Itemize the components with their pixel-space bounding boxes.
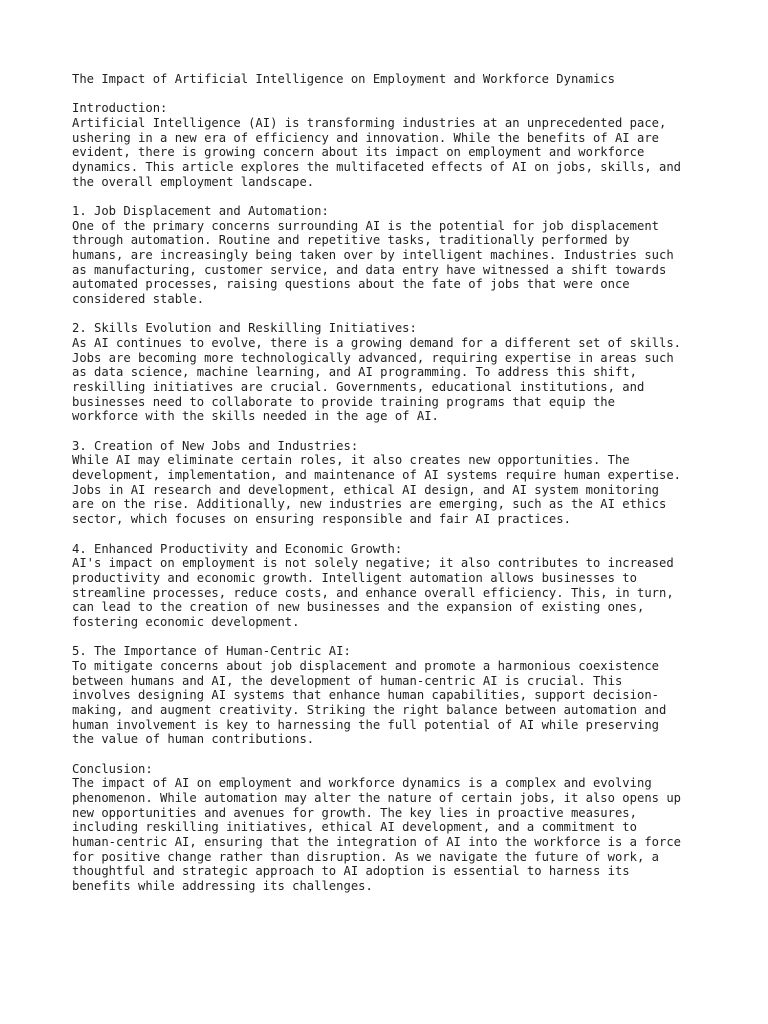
document-section <box>72 101 712 189</box>
document-section <box>72 321 712 424</box>
paragraph-line: ushering in a new era of efficiency and innovation. While the benefits of AI are <box>72 130 659 145</box>
section-heading: Conclusion: <box>72 761 153 776</box>
document-title: The Impact of Artificial Intelligence on Employment and Workforce Dynamics <box>72 72 615 86</box>
paragraph-gap <box>72 87 712 102</box>
paragraph-gap <box>72 307 712 322</box>
paragraph-gap <box>72 747 712 762</box>
paragraph-line: One of the primary concerns surrounding AI is the potential for job displacement <box>72 218 659 233</box>
section-heading: 2. Skills Evolution and Reskilling Initiatives: <box>72 321 417 336</box>
paragraph-line: between humans and AI, the development of human-centric AI is crucial. This <box>72 673 623 688</box>
paragraph-line: dynamics. This article explores the multifaceted effects of AI on jobs, skills, and <box>72 160 682 175</box>
section-heading: 1. Job Displacement and Automation: <box>72 204 329 219</box>
paragraph-line: for positive change rather than disruption. As we navigate the future of work, a <box>72 849 659 864</box>
paragraph-line: Artificial Intelligence (AI) is transforming industries at an unprecedented pace, <box>72 116 667 131</box>
document-page <box>72 72 712 894</box>
section-heading: Introduction: <box>72 101 168 116</box>
paragraph-line: Jobs are becoming more technologically advanced, requiring expertise in areas such <box>72 350 674 365</box>
paragraph-line: evident, there is growing concern about its impact on employment and workforce <box>72 145 645 160</box>
paragraph-line: human involvement is key to harnessing the full potential of AI while preserving <box>72 717 659 732</box>
paragraph-line: considered stable. <box>72 292 205 307</box>
paragraph-line: workforce with the skills needed in the age of AI. <box>72 409 439 424</box>
paragraph-line: through automation. Routine and repetitive tasks, traditionally performed by <box>72 233 630 248</box>
document-section <box>72 644 712 747</box>
paragraph-line: including reskilling initiatives, ethical AI development, and a commitment to <box>72 820 637 835</box>
paragraph-line: automated processes, raising questions about the fate of jobs that were once <box>72 277 630 292</box>
paragraph-line: sector, which focuses on ensuring responsible and fair AI practices. <box>72 512 571 527</box>
paragraph-gap <box>72 424 712 439</box>
paragraph-gap <box>72 630 712 645</box>
paragraph-line: AI's impact on employment is not solely negative; it also contributes to increased <box>72 556 674 571</box>
section-heading: 5. The Importance of Human-Centric AI: <box>72 644 351 659</box>
paragraph-line: the value of human contributions. <box>72 732 315 747</box>
paragraph-line: benefits while addressing its challenges. <box>72 878 373 893</box>
document-section <box>72 439 712 527</box>
paragraph-line: fostering economic development. <box>72 614 300 629</box>
paragraph-line: as manufacturing, customer service, and data entry have witnessed a shift towards <box>72 262 667 277</box>
paragraph-gap <box>72 189 712 204</box>
paragraph-line: development, implementation, and maintenance of AI systems require human expertise. <box>72 468 682 483</box>
paragraph-line: new opportunities and avenues for growth. The key lies in proactive measures, <box>72 805 637 820</box>
paragraph-line: reskilling initiatives are crucial. Governments, educational institutions, and <box>72 380 645 395</box>
section-heading: 4. Enhanced Productivity and Economic Growth: <box>72 541 403 556</box>
paragraph-line: As AI continues to evolve, there is a growing demand for a different set of skills. <box>72 336 682 351</box>
paragraph-line: are on the rise. Additionally, new industries are emerging, such as the AI ethics <box>72 497 667 512</box>
paragraph-line: streamline processes, reduce costs, and enhance overall efficiency. This, in turn, <box>72 585 674 600</box>
paragraph-line: humans, are increasingly being taken over by intelligent machines. Industries such <box>72 248 674 263</box>
document-section <box>72 204 712 307</box>
document-body <box>72 101 712 893</box>
paragraph-line: involves designing AI systems that enhance human capabilities, support decision- <box>72 688 659 703</box>
paragraph-line: can lead to the creation of new businesses and the expansion of existing ones, <box>72 600 645 615</box>
paragraph-line: Jobs in AI research and development, ethical AI design, and AI system monitoring <box>72 482 659 497</box>
paragraph-line: the overall employment landscape. <box>72 174 315 189</box>
paragraph-line: productivity and economic growth. Intelligent automation allows businesses to <box>72 570 637 585</box>
document-section <box>72 542 712 630</box>
section-heading: 3. Creation of New Jobs and Industries: <box>72 438 359 453</box>
paragraph-line: While AI may eliminate certain roles, it also creates new opportunities. The <box>72 453 630 468</box>
paragraph-line: The impact of AI on employment and workforce dynamics is a complex and evolving <box>72 776 652 791</box>
paragraph-line: human-centric AI, ensuring that the integration of AI into the workforce is a force <box>72 834 682 849</box>
paragraph-line: phenomenon. While automation may alter the nature of certain jobs, it also opens up <box>72 790 682 805</box>
paragraph-line: thoughtful and strategic approach to AI adoption is essential to harness its <box>72 864 630 879</box>
paragraph-gap <box>72 527 712 542</box>
paragraph-line: making, and augment creativity. Striking the right balance between automation and <box>72 702 667 717</box>
paragraph-line: as data science, machine learning, and AI programming. To address this shift, <box>72 365 637 380</box>
paragraph-line: businesses need to collaborate to provide training programs that equip the <box>72 394 615 409</box>
paragraph-line: To mitigate concerns about job displacement and promote a harmonious coexistence <box>72 658 659 673</box>
document-section <box>72 762 712 894</box>
